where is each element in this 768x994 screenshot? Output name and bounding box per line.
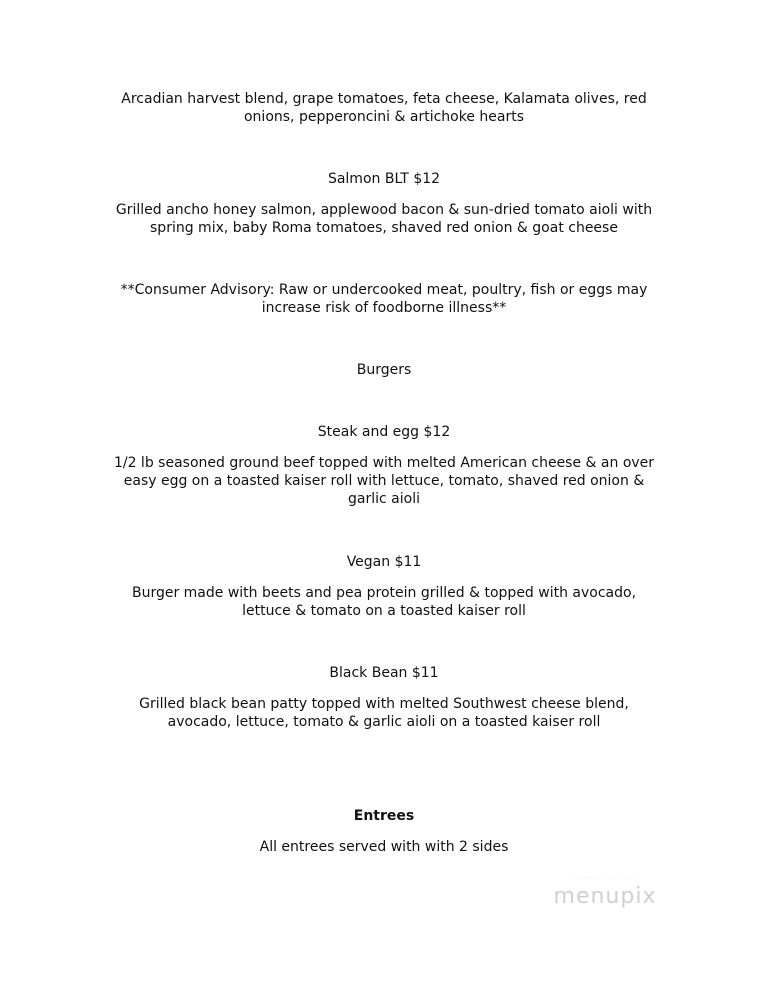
black-bean-title: Black Bean $11 [329, 665, 439, 681]
vegan-title: Vegan $11 [346, 554, 422, 570]
salmon-blt-description-line-2: spring mix, baby Roma tomatoes, shaved red onion & goat cheese [150, 220, 618, 236]
salad-description-line-1: Arcadian harvest blend, grape tomatoes, feta cheese, Kalamata olives, red [121, 91, 647, 107]
vegan-description-line-2: lettuce & tomato on a toasted kaiser roll [242, 603, 526, 619]
burgers-heading: Burgers [356, 362, 412, 378]
steak-and-egg-description-line-2: easy egg on a toasted kaiser roll with lettuce, tomato, shaved red onion & [123, 473, 645, 489]
salmon-blt-title: Salmon BLT $12 [327, 171, 441, 187]
salmon-blt-description-line-1: Grilled ancho honey salmon, applewood bacon & sun-dried tomato aioli with [115, 202, 653, 218]
salad-description-line-2: onions, pepperoncini & artichoke hearts [243, 109, 525, 125]
entrees-heading: Entrees [353, 808, 415, 824]
watermark-fine-print: ·················· [573, 874, 637, 883]
black-bean-description-line-2: avocado, lettuce, tomato & garlic aioli on a toasted kaiser roll [167, 714, 601, 730]
steak-and-egg-description-line-3: garlic aioli [348, 491, 420, 507]
consumer-advisory-line-2: increase risk of foodborne illness** [261, 300, 507, 316]
steak-and-egg-title: Steak and egg $12 [317, 424, 451, 440]
steak-and-egg-description-line-1: 1/2 lb seasoned ground beef topped with melted American cheese & an over [113, 455, 655, 471]
vegan-description-line-1: Burger made with beets and pea protein grilled & topped with avocado, [131, 585, 637, 601]
entrees-note: All entrees served with with 2 sides [259, 839, 509, 855]
black-bean-description-line-1: Grilled black bean patty topped with melted Southwest cheese blend, [139, 696, 629, 712]
consumer-advisory-line-1: **Consumer Advisory: Raw or undercooked meat, poultry, fish or eggs may [120, 282, 648, 298]
menupix-watermark [520, 874, 690, 910]
menupix-logo: menupix [553, 884, 657, 909]
